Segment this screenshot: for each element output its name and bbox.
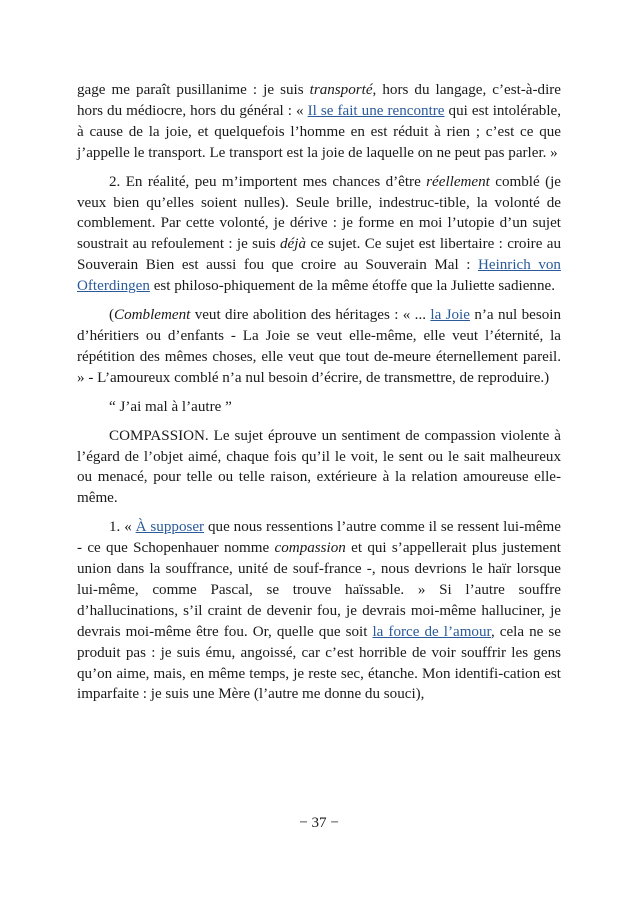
emphasis: réellement	[426, 173, 490, 190]
paragraph: gage me paraît pusillanime : je suis transporté, hors du langage, c’est-à-dire hors du médiocre, hors du général : « Il se fait une rencontre qui est intolérable, à cause de la joie, et quelquefois l’homme en est réduit à rien ; c’est ce que j’appelle le transport. Le transport est la joie de laquelle on ne peut pas parler. »	[77, 82, 562, 161]
paragraph: 2. En réalité, peu m’importent mes chances d’être réellement comblé (je veux bien qu’elles soient nulles). Seule brille, indestruc-tible, la volonté de comblement. Par cette volonté, je dérive : je forme en moi l’utopie d’un sujet soustrait au refoulement : je suis déjà ce sujet. Ce sujet est libertaire : croire au Souverain Bien est aussi fou que croire au Souverain Mal : Heinrich von Ofterdingen est philoso-phiquement de la même étoffe que la Juliette sadienne.	[77, 173, 561, 295]
page-number: − 37 −	[299, 815, 339, 831]
link-force-amour[interactable]: la force de l’amour	[372, 623, 491, 640]
emphasis: compassion	[274, 540, 346, 557]
emphasis: Comblement	[114, 307, 191, 324]
page-body	[77, 80, 561, 713]
emphasis: déjà	[280, 236, 306, 253]
paragraph: (Comblement veut dire abolition des héritages : « ... la Joie n’a nul besoin d’héritiers ou d’enfants - La Joie se veut elle-même, elle veut l’éternité, la répétition des mêmes choses, elle veut que tout de-meure éternellement pareil. » - L’amoureux comblé n’a nul besoin d’écrire, de transmettre, de reproduire.)	[77, 307, 562, 386]
emphasis: transporté	[309, 82, 373, 98]
paragraph: COMPASSION. Le sujet éprouve un sentiment de compassion violente à l’égard de l’objet aimé, chaque fois qu’il le voit, le sent ou le sait malheureux ou menacé, pour telle ou telle raison, extérieure à la relation amoureuse elle-même.	[77, 427, 561, 507]
section-heading: “ J’ai mal à l’autre ”	[109, 398, 232, 415]
link-rencontre[interactable]: Il se fait une rencontre	[307, 102, 445, 119]
link-la-joie[interactable]: la Joie	[430, 307, 470, 324]
link-ofterdingen[interactable]: Heinrich von Ofterdingen	[77, 257, 561, 295]
link-a-supposer[interactable]: À supposer	[135, 519, 205, 536]
paragraph: 1. « À supposer que nous ressentions l’autre comme il se ressent lui-même - ce que Schopenhauer nomme compassion et qui s’appellerait plus justement union dans la souffrance, unité de souf-france -, nous devrions le haïr lorsque lui-même, comme Pascal, se trouve haïssable. » Si l’autre souffre d’hallucinations, s’il craint de devenir fou, je devrais moi-même halluciner, je devrais moi-même être fou. Or, quelle que soit la force de l’amour, cela ne se produit pas : je suis ému, angoissé, car c’est horrible de voir souffrir les gens qu’on aime, mais, en même temps, je reste sec, étanche. Mon identifi-cation est imparfaite : je suis une Mère (l’autre me donne du souci),	[77, 519, 561, 703]
